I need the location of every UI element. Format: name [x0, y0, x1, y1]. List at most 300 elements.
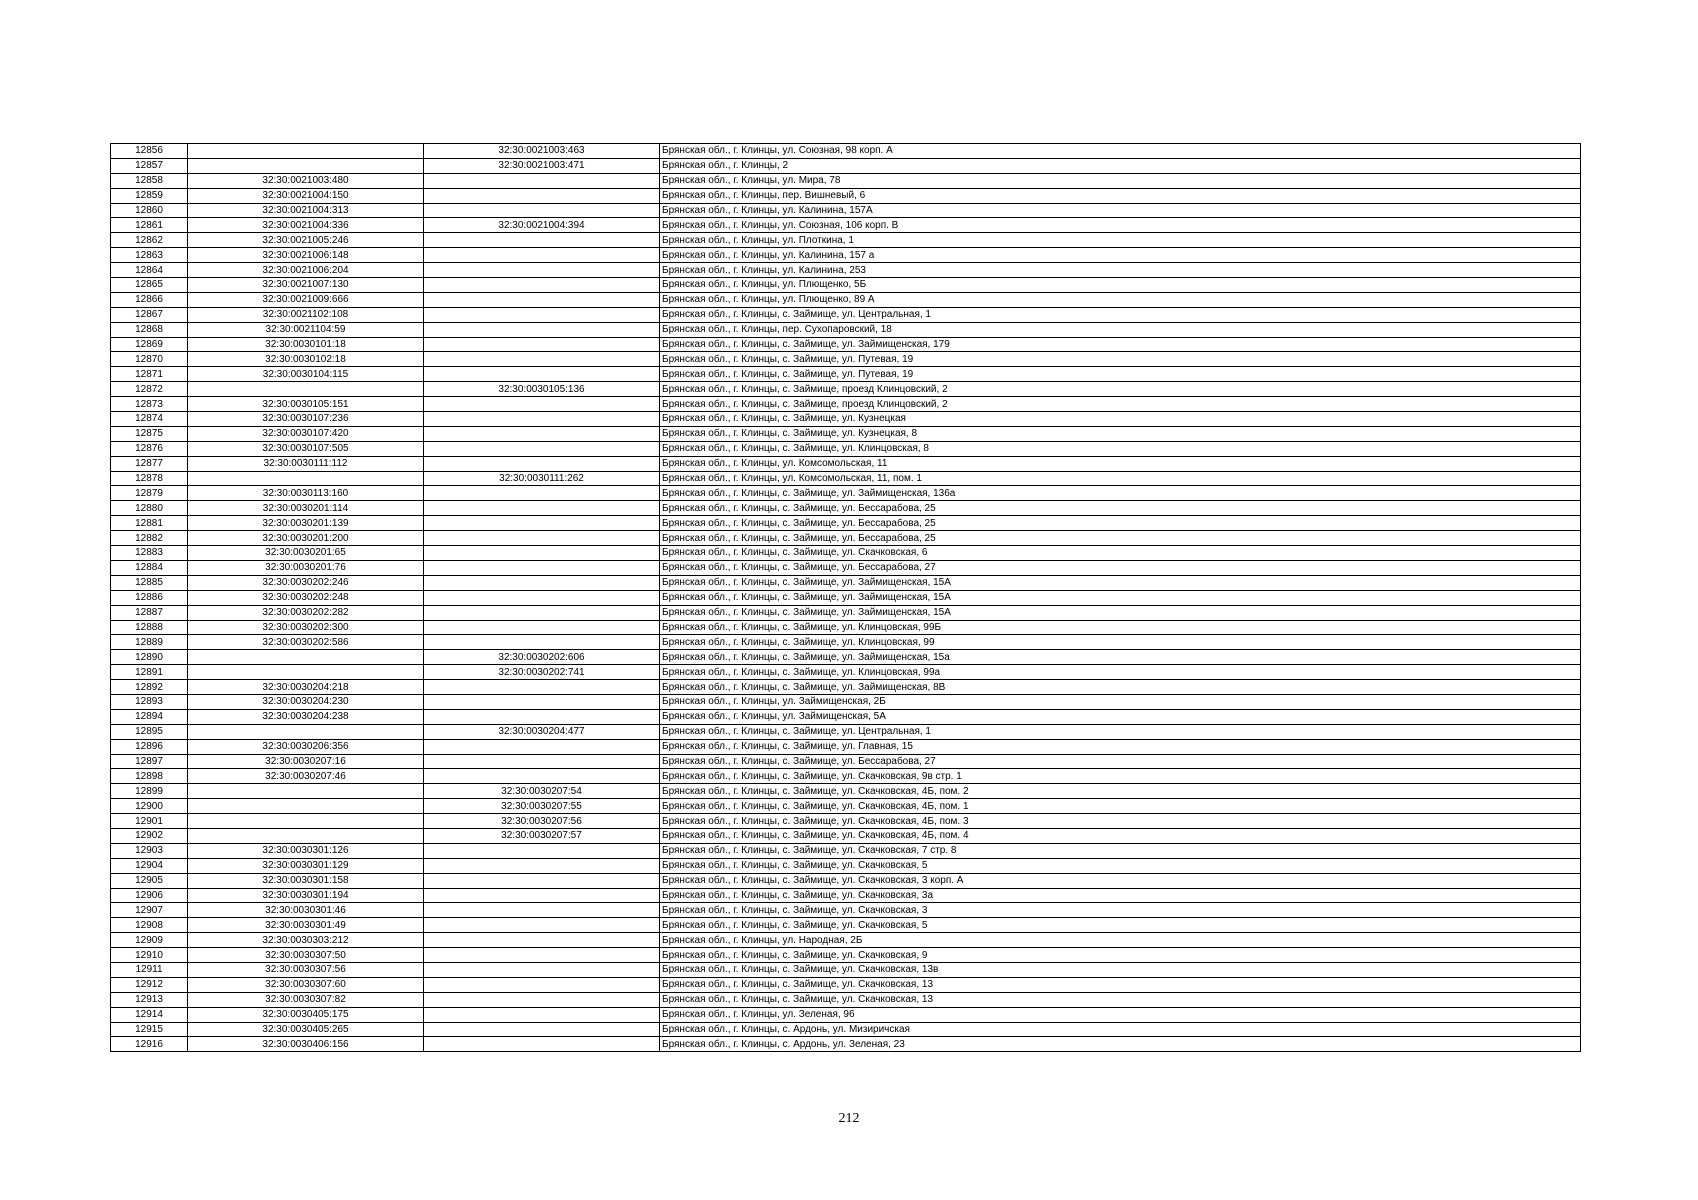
table-row — [111, 278, 1581, 293]
address-cell: Брянская обл., г. Клинцы, с. Займище, ул. Скачковская, 4Б, пом. 4 — [660, 828, 1581, 843]
address-cell: Брянская обл., г. Клинцы, ул. Народная, 2Б — [660, 933, 1581, 948]
row-number-cell: 12856 — [111, 144, 188, 159]
row-number-cell: 12882 — [111, 531, 188, 546]
cadastral-number-cell: 32:30:0030202:300 — [188, 620, 424, 635]
row-number-cell: 12893 — [111, 694, 188, 709]
table-row — [111, 977, 1581, 992]
address-cell: Брянская обл., г. Клинцы, с. Займище, ул. Скачковская, 13 — [660, 992, 1581, 1007]
related-cadastral-number-cell — [424, 367, 660, 382]
table-row — [111, 858, 1581, 873]
row-number-cell: 12894 — [111, 709, 188, 724]
address-cell: Брянская обл., г. Клинцы, ул. Плоткина, 1 — [660, 233, 1581, 248]
row-number-cell: 12870 — [111, 352, 188, 367]
related-cadastral-number-cell — [424, 203, 660, 218]
row-number-cell: 12857 — [111, 158, 188, 173]
row-number-cell: 12904 — [111, 858, 188, 873]
row-number-cell: 12907 — [111, 903, 188, 918]
address-cell: Брянская обл., г. Клинцы, ул. Мира, 78 — [660, 173, 1581, 188]
address-cell: Брянская обл., г. Клинцы, с. Займище, ул. Займищенская, 15А — [660, 605, 1581, 620]
cadastral-number-cell: 32:30:0030405:265 — [188, 1022, 424, 1037]
cadastral-number-cell: 32:30:0030307:56 — [188, 962, 424, 977]
table-row — [111, 962, 1581, 977]
table-row — [111, 173, 1581, 188]
table-row — [111, 486, 1581, 501]
table-row — [111, 248, 1581, 263]
table-row — [111, 605, 1581, 620]
cadastral-number-cell: 32:30:0021003:480 — [188, 173, 424, 188]
cadastral-number-cell: 32:30:0030307:60 — [188, 977, 424, 992]
table-row — [111, 412, 1581, 427]
cadastral-number-cell: 32:30:0030201:114 — [188, 501, 424, 516]
cadastral-number-cell: 32:30:0030201:200 — [188, 531, 424, 546]
row-number-cell: 12898 — [111, 769, 188, 784]
related-cadastral-number-cell: 32:30:0030202:741 — [424, 665, 660, 680]
address-cell: Брянская обл., г. Клинцы, ул. Комсомольская, 11, пом. 1 — [660, 471, 1581, 486]
row-number-cell: 12885 — [111, 575, 188, 590]
cadastral-number-cell: 32:30:0030406:156 — [188, 1037, 424, 1052]
address-cell: Брянская обл., г. Клинцы, с. Ардонь, ул. Мизиричская — [660, 1022, 1581, 1037]
related-cadastral-number-cell — [424, 962, 660, 977]
address-cell: Брянская обл., г. Клинцы, с. Займище, ул. Клинцовская, 8 — [660, 441, 1581, 456]
table-row — [111, 948, 1581, 963]
cadastral-number-cell — [188, 471, 424, 486]
cadastral-number-cell: 32:30:0030204:238 — [188, 709, 424, 724]
cadastral-number-cell: 32:30:0021005:246 — [188, 233, 424, 248]
table-row — [111, 590, 1581, 605]
cadastral-number-cell — [188, 382, 424, 397]
related-cadastral-number-cell — [424, 456, 660, 471]
address-cell: Брянская обл., г. Клинцы, ул. Комсомольская, 11 — [660, 456, 1581, 471]
related-cadastral-number-cell — [424, 501, 660, 516]
related-cadastral-number-cell — [424, 546, 660, 561]
cadastral-number-cell: 32:30:0021102:108 — [188, 307, 424, 322]
related-cadastral-number-cell — [424, 918, 660, 933]
address-cell: Брянская обл., г. Клинцы, с. Займище, ул. Скачковская, 4Б, пом. 3 — [660, 814, 1581, 829]
row-number-cell: 12883 — [111, 546, 188, 561]
row-number-cell: 12895 — [111, 724, 188, 739]
row-number-cell: 12859 — [111, 188, 188, 203]
cadastral-number-cell — [188, 665, 424, 680]
address-cell: Брянская обл., г. Клинцы, ул. Плющенко, 5Б — [660, 278, 1581, 293]
table-row — [111, 382, 1581, 397]
row-number-cell: 12896 — [111, 739, 188, 754]
cadastral-number-cell: 32:30:0021104:59 — [188, 322, 424, 337]
address-cell: Брянская обл., г. Клинцы, с. Займище, ул. Займищенская, 179 — [660, 337, 1581, 352]
row-number-cell: 12886 — [111, 590, 188, 605]
table-row — [111, 188, 1581, 203]
related-cadastral-number-cell — [424, 307, 660, 322]
table-row — [111, 739, 1581, 754]
related-cadastral-number-cell — [424, 1037, 660, 1052]
address-cell: Брянская обл., г. Клинцы, ул. Займищенская, 2Б — [660, 694, 1581, 709]
table-row — [111, 292, 1581, 307]
cadastral-number-cell — [188, 650, 424, 665]
address-cell: Брянская обл., г. Клинцы, с. Займище, ул. Бессарабова, 25 — [660, 501, 1581, 516]
cadastral-number-cell: 32:30:0021004:150 — [188, 188, 424, 203]
table-row — [111, 352, 1581, 367]
cadastral-number-cell: 32:30:0030301:126 — [188, 843, 424, 858]
cadastral-number-cell — [188, 144, 424, 159]
row-number-cell: 12876 — [111, 441, 188, 456]
table-row — [111, 456, 1581, 471]
row-number-cell: 12916 — [111, 1037, 188, 1052]
cadastral-number-cell: 32:30:0030105:151 — [188, 397, 424, 412]
table-row — [111, 337, 1581, 352]
related-cadastral-number-cell: 32:30:0030207:57 — [424, 828, 660, 843]
row-number-cell: 12861 — [111, 218, 188, 233]
related-cadastral-number-cell — [424, 337, 660, 352]
table-row — [111, 650, 1581, 665]
address-cell: Брянская обл., г. Клинцы, с. Займище, ул. Путевая, 19 — [660, 352, 1581, 367]
address-cell: Брянская обл., г. Клинцы, с. Займище, ул. Займищенская, 136а — [660, 486, 1581, 501]
table-row — [111, 233, 1581, 248]
row-number-cell: 12880 — [111, 501, 188, 516]
row-number-cell: 12881 — [111, 516, 188, 531]
address-cell: Брянская обл., г. Клинцы, с. Займище, ул. Клинцовская, 99а — [660, 665, 1581, 680]
related-cadastral-number-cell — [424, 694, 660, 709]
table-row — [111, 531, 1581, 546]
address-cell: Брянская обл., г. Клинцы, с. Займище, ул. Кузнецкая, 8 — [660, 426, 1581, 441]
related-cadastral-number-cell — [424, 843, 660, 858]
related-cadastral-number-cell — [424, 754, 660, 769]
cadastral-number-cell: 32:30:0030111:112 — [188, 456, 424, 471]
row-number-cell: 12884 — [111, 560, 188, 575]
table-row — [111, 933, 1581, 948]
related-cadastral-number-cell — [424, 263, 660, 278]
row-number-cell: 12872 — [111, 382, 188, 397]
cadastral-number-cell: 32:30:0030405:175 — [188, 1007, 424, 1022]
related-cadastral-number-cell — [424, 620, 660, 635]
related-cadastral-number-cell — [424, 903, 660, 918]
cadastral-number-cell: 32:30:0030207:16 — [188, 754, 424, 769]
row-number-cell: 12887 — [111, 605, 188, 620]
table-row — [111, 754, 1581, 769]
row-number-cell: 12864 — [111, 263, 188, 278]
row-number-cell: 12868 — [111, 322, 188, 337]
table-row — [111, 263, 1581, 278]
table-row — [111, 426, 1581, 441]
related-cadastral-number-cell: 32:30:0030202:606 — [424, 650, 660, 665]
address-cell: Брянская обл., г. Клинцы, с. Займище, проезд Клинцовский, 2 — [660, 397, 1581, 412]
related-cadastral-number-cell — [424, 635, 660, 650]
row-number-cell: 12888 — [111, 620, 188, 635]
cadastral-number-cell: 32:30:0030301:49 — [188, 918, 424, 933]
cadastral-number-cell: 32:30:0030301:129 — [188, 858, 424, 873]
address-cell: Брянская обл., г. Клинцы, с. Займище, ул. Главная, 15 — [660, 739, 1581, 754]
cadastral-number-cell: 32:30:0030201:65 — [188, 546, 424, 561]
row-number-cell: 12858 — [111, 173, 188, 188]
table-row — [111, 501, 1581, 516]
table-row — [111, 799, 1581, 814]
address-cell: Брянская обл., г. Клинцы, ул. Калинина, 157А — [660, 203, 1581, 218]
cadastral-number-cell: 32:30:0021004:313 — [188, 203, 424, 218]
cadastral-number-cell: 32:30:0030202:586 — [188, 635, 424, 650]
row-number-cell: 12902 — [111, 828, 188, 843]
address-cell: Брянская обл., г. Клинцы, с. Займище, ул. Бессарабова, 25 — [660, 531, 1581, 546]
cadastral-number-cell: 32:30:0030301:46 — [188, 903, 424, 918]
address-cell: Брянская обл., г. Клинцы, с. Займище, ул. Скачковская, 5 — [660, 918, 1581, 933]
address-cell: Брянская обл., г. Клинцы, 2 — [660, 158, 1581, 173]
cadastral-number-cell: 32:30:0021006:204 — [188, 263, 424, 278]
table-row — [111, 992, 1581, 1007]
related-cadastral-number-cell — [424, 933, 660, 948]
related-cadastral-number-cell — [424, 531, 660, 546]
table-row — [111, 1037, 1581, 1052]
row-number-cell: 12911 — [111, 962, 188, 977]
row-number-cell: 12860 — [111, 203, 188, 218]
address-cell: Брянская обл., г. Клинцы, с. Займище, ул. Скачковская, 9в стр. 1 — [660, 769, 1581, 784]
cadastral-number-cell: 32:30:0030107:420 — [188, 426, 424, 441]
related-cadastral-number-cell — [424, 248, 660, 263]
cadastral-number-cell: 32:30:0030102:18 — [188, 352, 424, 367]
cadastral-number-cell: 32:30:0030101:18 — [188, 337, 424, 352]
address-cell: Брянская обл., г. Клинцы, с. Займище, ул. Займищенская, 8В — [660, 680, 1581, 695]
related-cadastral-number-cell — [424, 278, 660, 293]
table-row — [111, 709, 1581, 724]
related-cadastral-number-cell — [424, 948, 660, 963]
property-registry-table — [110, 143, 1581, 1052]
row-number-cell: 12874 — [111, 412, 188, 427]
related-cadastral-number-cell — [424, 426, 660, 441]
related-cadastral-number-cell — [424, 888, 660, 903]
related-cadastral-number-cell: 32:30:0021003:463 — [424, 144, 660, 159]
address-cell: Брянская обл., г. Клинцы, с. Займище, ул. Центральная, 1 — [660, 724, 1581, 739]
table-row — [111, 367, 1581, 382]
table-row — [111, 814, 1581, 829]
table-row — [111, 218, 1581, 233]
cadastral-number-cell: 32:30:0030107:236 — [188, 412, 424, 427]
row-number-cell: 12891 — [111, 665, 188, 680]
cadastral-number-cell: 32:30:0030107:505 — [188, 441, 424, 456]
table-body — [111, 144, 1581, 1052]
address-cell: Брянская обл., г. Клинцы, ул. Калинина, 157 а — [660, 248, 1581, 263]
table-row — [111, 724, 1581, 739]
cadastral-number-cell — [188, 724, 424, 739]
related-cadastral-number-cell — [424, 188, 660, 203]
row-number-cell: 12899 — [111, 784, 188, 799]
address-cell: Брянская обл., г. Клинцы, ул. Плющенко, 89 А — [660, 292, 1581, 307]
cadastral-number-cell: 32:30:0030202:246 — [188, 575, 424, 590]
row-number-cell: 12889 — [111, 635, 188, 650]
row-number-cell: 12915 — [111, 1022, 188, 1037]
address-cell: Брянская обл., г. Клинцы, с. Займище, ул. Скачковская, 13в — [660, 962, 1581, 977]
related-cadastral-number-cell — [424, 858, 660, 873]
cadastral-number-cell: 32:30:0030113:160 — [188, 486, 424, 501]
related-cadastral-number-cell — [424, 173, 660, 188]
row-number-cell: 12875 — [111, 426, 188, 441]
address-cell: Брянская обл., г. Клинцы, с. Ардонь, ул. Зеленая, 23 — [660, 1037, 1581, 1052]
address-cell: Брянская обл., г. Клинцы, с. Займище, ул. Бессарабова, 27 — [660, 560, 1581, 575]
related-cadastral-number-cell — [424, 605, 660, 620]
address-cell: Брянская обл., г. Клинцы, с. Займище, ул. Займищенская, 15а — [660, 650, 1581, 665]
table-row — [111, 843, 1581, 858]
row-number-cell: 12906 — [111, 888, 188, 903]
cadastral-number-cell: 32:30:0021007:130 — [188, 278, 424, 293]
row-number-cell: 12877 — [111, 456, 188, 471]
table-row — [111, 1007, 1581, 1022]
related-cadastral-number-cell: 32:30:0021003:471 — [424, 158, 660, 173]
table-row — [111, 546, 1581, 561]
row-number-cell: 12913 — [111, 992, 188, 1007]
row-number-cell: 12903 — [111, 843, 188, 858]
row-number-cell: 12873 — [111, 397, 188, 412]
cadastral-number-cell: 32:30:0021006:148 — [188, 248, 424, 263]
related-cadastral-number-cell — [424, 1022, 660, 1037]
cadastral-number-cell: 32:30:0030204:230 — [188, 694, 424, 709]
related-cadastral-number-cell — [424, 560, 660, 575]
related-cadastral-number-cell — [424, 992, 660, 1007]
cadastral-number-cell: 32:30:0030202:248 — [188, 590, 424, 605]
address-cell: Брянская обл., г. Клинцы, пер. Сухопаровский, 18 — [660, 322, 1581, 337]
cadastral-number-cell: 32:30:0030201:139 — [188, 516, 424, 531]
related-cadastral-number-cell: 32:30:0030111:262 — [424, 471, 660, 486]
cadastral-number-cell — [188, 799, 424, 814]
row-number-cell: 12865 — [111, 278, 188, 293]
address-cell: Брянская обл., г. Клинцы, ул. Калинина, 253 — [660, 263, 1581, 278]
address-cell: Брянская обл., г. Клинцы, ул. Займищенская, 5А — [660, 709, 1581, 724]
related-cadastral-number-cell — [424, 486, 660, 501]
row-number-cell: 12912 — [111, 977, 188, 992]
related-cadastral-number-cell — [424, 709, 660, 724]
address-cell: Брянская обл., г. Клинцы, с. Займище, ул. Центральная, 1 — [660, 307, 1581, 322]
table-row — [111, 784, 1581, 799]
cadastral-number-cell: 32:30:0030307:82 — [188, 992, 424, 1007]
row-number-cell: 12867 — [111, 307, 188, 322]
page-number: 212 — [838, 1111, 860, 1126]
table-row — [111, 680, 1581, 695]
table-row — [111, 560, 1581, 575]
row-number-cell: 12879 — [111, 486, 188, 501]
row-number-cell: 12909 — [111, 933, 188, 948]
cadastral-number-cell — [188, 158, 424, 173]
cadastral-number-cell — [188, 828, 424, 843]
related-cadastral-number-cell — [424, 397, 660, 412]
cadastral-number-cell: 32:30:0030307:50 — [188, 948, 424, 963]
address-cell: Брянская обл., г. Клинцы, с. Займище, ул. Бессарабова, 27 — [660, 754, 1581, 769]
address-cell: Брянская обл., г. Клинцы, с. Займище, ул. Скачковская, 5 — [660, 858, 1581, 873]
related-cadastral-number-cell — [424, 441, 660, 456]
row-number-cell: 12901 — [111, 814, 188, 829]
related-cadastral-number-cell: 32:30:0030207:55 — [424, 799, 660, 814]
table-row — [111, 1022, 1581, 1037]
address-cell: Брянская обл., г. Клинцы, с. Займище, ул. Займищенская, 15А — [660, 575, 1581, 590]
address-cell: Брянская обл., г. Клинцы, с. Займище, ул. Скачковская, 4Б, пом. 2 — [660, 784, 1581, 799]
related-cadastral-number-cell: 32:30:0030105:136 — [424, 382, 660, 397]
table-row — [111, 203, 1581, 218]
cadastral-number-cell — [188, 784, 424, 799]
table-row — [111, 575, 1581, 590]
table-row — [111, 635, 1581, 650]
address-cell: Брянская обл., г. Клинцы, с. Займище, ул. Скачковская, 3 корп. А — [660, 873, 1581, 888]
row-number-cell: 12908 — [111, 918, 188, 933]
table-row — [111, 397, 1581, 412]
table-row — [111, 620, 1581, 635]
cadastral-number-cell: 32:30:0021004:336 — [188, 218, 424, 233]
row-number-cell: 12905 — [111, 873, 188, 888]
address-cell: Брянская обл., г. Клинцы, с. Займище, ул. Скачковская, 7 стр. 8 — [660, 843, 1581, 858]
table-row — [111, 873, 1581, 888]
related-cadastral-number-cell — [424, 680, 660, 695]
cadastral-number-cell: 32:30:0030202:282 — [188, 605, 424, 620]
table-row — [111, 918, 1581, 933]
related-cadastral-number-cell — [424, 516, 660, 531]
address-cell: Брянская обл., г. Клинцы, ул. Союзная, 106 корп. В — [660, 218, 1581, 233]
related-cadastral-number-cell: 32:30:0030207:56 — [424, 814, 660, 829]
address-cell: Брянская обл., г. Клинцы, с. Займище, ул. Скачковская, 3а — [660, 888, 1581, 903]
related-cadastral-number-cell — [424, 590, 660, 605]
related-cadastral-number-cell — [424, 412, 660, 427]
table-row — [111, 158, 1581, 173]
table-row — [111, 307, 1581, 322]
address-cell: Брянская обл., г. Клинцы, с. Займище, ул. Займищенская, 15А — [660, 590, 1581, 605]
table-row — [111, 828, 1581, 843]
address-cell: Брянская обл., г. Клинцы, с. Займище, ул. Скачковская, 4Б, пом. 1 — [660, 799, 1581, 814]
related-cadastral-number-cell — [424, 322, 660, 337]
address-cell: Брянская обл., г. Клинцы, с. Займище, проезд Клинцовский, 2 — [660, 382, 1581, 397]
address-cell: Брянская обл., г. Клинцы, с. Займище, ул. Путевая, 19 — [660, 367, 1581, 382]
cadastral-number-cell: 32:30:0030303:212 — [188, 933, 424, 948]
row-number-cell: 12862 — [111, 233, 188, 248]
related-cadastral-number-cell: 32:30:0030207:54 — [424, 784, 660, 799]
address-cell: Брянская обл., г. Клинцы, с. Займище, ул. Скачковская, 13 — [660, 977, 1581, 992]
related-cadastral-number-cell — [424, 739, 660, 754]
cadastral-number-cell: 32:30:0030207:46 — [188, 769, 424, 784]
cadastral-number-cell: 32:30:0030204:218 — [188, 680, 424, 695]
address-cell: Брянская обл., г. Клинцы, ул. Союзная, 98 корп. А — [660, 144, 1581, 159]
table-row — [111, 471, 1581, 486]
table-row — [111, 665, 1581, 680]
cadastral-number-cell: 32:30:0030206:356 — [188, 739, 424, 754]
row-number-cell: 12878 — [111, 471, 188, 486]
row-number-cell: 12900 — [111, 799, 188, 814]
related-cadastral-number-cell — [424, 769, 660, 784]
address-cell: Брянская обл., г. Клинцы, с. Займище, ул. Клинцовская, 99Б — [660, 620, 1581, 635]
row-number-cell: 12871 — [111, 367, 188, 382]
related-cadastral-number-cell: 32:30:0021004:394 — [424, 218, 660, 233]
related-cadastral-number-cell — [424, 292, 660, 307]
address-cell: Брянская обл., г. Клинцы, с. Займище, ул. Скачковская, 6 — [660, 546, 1581, 561]
related-cadastral-number-cell — [424, 1007, 660, 1022]
table-row — [111, 441, 1581, 456]
address-cell: Брянская обл., г. Клинцы, ул. Зеленая, 96 — [660, 1007, 1581, 1022]
row-number-cell: 12914 — [111, 1007, 188, 1022]
table-row — [111, 903, 1581, 918]
related-cadastral-number-cell — [424, 873, 660, 888]
related-cadastral-number-cell — [424, 575, 660, 590]
row-number-cell: 12892 — [111, 680, 188, 695]
address-cell: Брянская обл., г. Клинцы, пер. Вишневый, 6 — [660, 188, 1581, 203]
address-cell: Брянская обл., г. Клинцы, с. Займище, ул. Скачковская, 9 — [660, 948, 1581, 963]
row-number-cell: 12866 — [111, 292, 188, 307]
row-number-cell: 12890 — [111, 650, 188, 665]
address-cell: Брянская обл., г. Клинцы, с. Займище, ул. Клинцовская, 99 — [660, 635, 1581, 650]
related-cadastral-number-cell: 32:30:0030204:477 — [424, 724, 660, 739]
related-cadastral-number-cell — [424, 352, 660, 367]
cadastral-number-cell: 32:30:0030301:158 — [188, 873, 424, 888]
table-row — [111, 888, 1581, 903]
related-cadastral-number-cell — [424, 977, 660, 992]
cadastral-number-cell — [188, 814, 424, 829]
cadastral-number-cell: 32:30:0030301:194 — [188, 888, 424, 903]
address-cell: Брянская обл., г. Клинцы, с. Займище, ул. Скачковская, 3 — [660, 903, 1581, 918]
table-row — [111, 769, 1581, 784]
address-cell: Брянская обл., г. Клинцы, с. Займище, ул. Кузнецкая — [660, 412, 1581, 427]
row-number-cell: 12863 — [111, 248, 188, 263]
table-row — [111, 144, 1581, 159]
row-number-cell: 12910 — [111, 948, 188, 963]
cadastral-number-cell: 32:30:0030104:115 — [188, 367, 424, 382]
table-row — [111, 694, 1581, 709]
